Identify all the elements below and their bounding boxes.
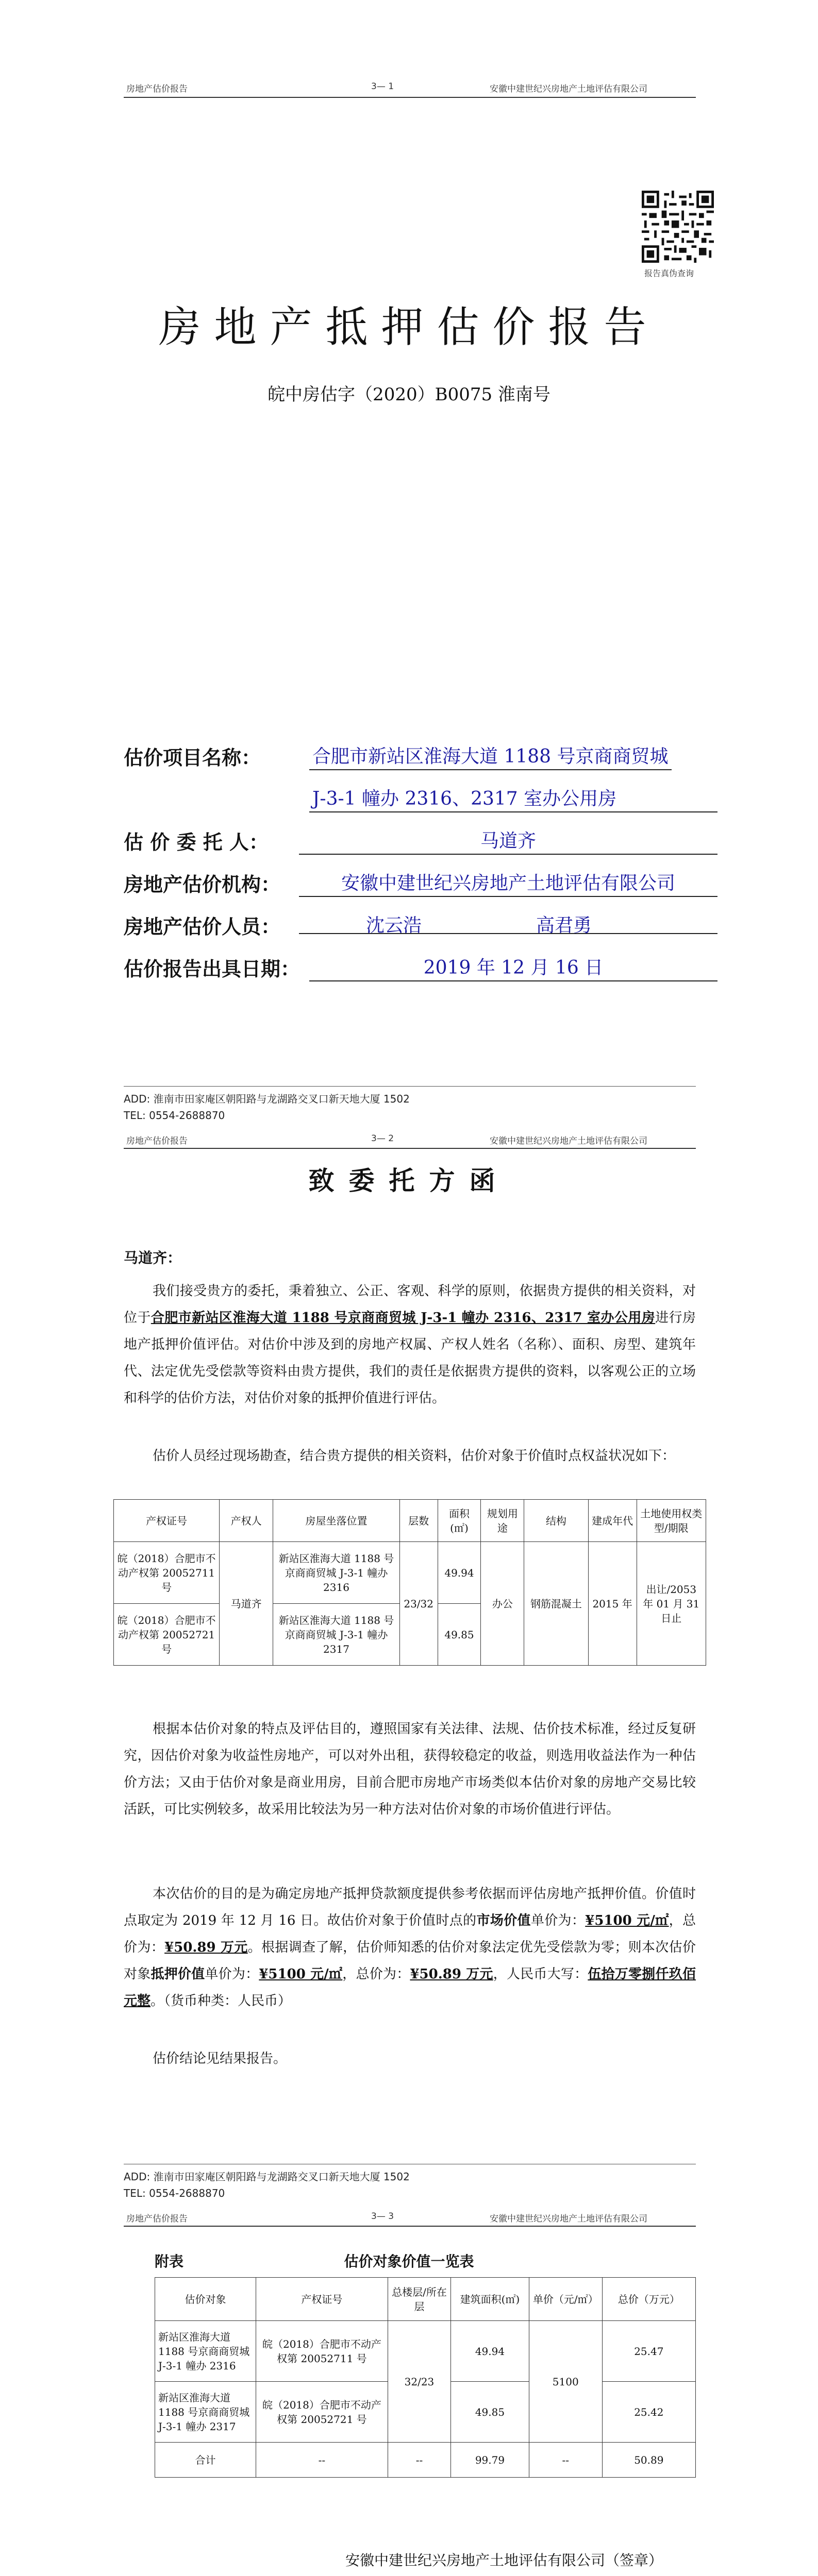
cell-total: 25.47 bbox=[602, 2321, 695, 2382]
th-cert: 产权证号 bbox=[114, 1500, 220, 1542]
field-value-agency: 安徽中建世纪兴房地产土地评估有限公司 bbox=[299, 869, 717, 897]
p4-market-total: ¥50.89 万元 bbox=[164, 1940, 248, 1955]
report-number: 皖中房估字（2020）B0075 淮南号 bbox=[268, 384, 550, 405]
field-label-date: 估价报告出具日期： bbox=[124, 957, 301, 980]
field-label-client: 估 价 委 托 人： bbox=[124, 831, 269, 854]
th-owner: 产权人 bbox=[220, 1500, 273, 1542]
report-title: 房地产抵押估价报告 bbox=[158, 303, 660, 352]
cell-cert: 皖（2018）合肥市不动产权第 20052721 号 bbox=[256, 2382, 388, 2443]
letter-title: 致委托方函 bbox=[308, 1165, 510, 1196]
footer-address: ADD: 淮南市田家庵区朝阳路与龙湖路交叉口新天地大厦 1502 bbox=[124, 1093, 410, 1105]
p4-amount-in-words: 伍拾万零捌仟玖佰元整 bbox=[124, 1967, 696, 2009]
qr-code-icon bbox=[642, 191, 714, 263]
p4-k: ，总价为： bbox=[342, 1967, 410, 1982]
cell-object: 新站区淮海大道 1188 号京商商贸城 J-3-1 幢办 2316 bbox=[155, 2321, 256, 2382]
p4-e: ，总价为： bbox=[124, 1913, 696, 1955]
letter-paragraph-5: 估价结论见结果报告。 bbox=[153, 2051, 287, 2066]
cell-land: 出让/2053 年 01 月 31 日止 bbox=[637, 1542, 706, 1666]
page-number: 3— 1 bbox=[371, 81, 394, 92]
cell-unit-price: 5100 bbox=[529, 2321, 602, 2443]
th-floors: 总楼层/所在层 bbox=[388, 2278, 450, 2321]
page-header-right: 安徽中建世纪兴房地产土地评估有限公司 bbox=[490, 84, 647, 94]
page-header-right: 安徽中建世纪兴房地产土地评估有限公司 bbox=[490, 1136, 647, 1146]
p4-g: 。根据调查了解，估价师知悉的估价对象法定优先受偿款为零；则本次估价对象 bbox=[124, 1940, 696, 1982]
cell-year: 2015 年 bbox=[588, 1542, 637, 1666]
page-number: 3— 2 bbox=[371, 1133, 394, 1144]
appraiser-2: 高君勇 bbox=[536, 915, 592, 936]
table-row bbox=[155, 2321, 696, 2382]
field-label-project: 估价项目名称： bbox=[124, 746, 261, 769]
header-rule bbox=[124, 2226, 696, 2227]
cell-sum-label: 合计 bbox=[155, 2443, 256, 2478]
cell-sum-c5: -- bbox=[529, 2443, 602, 2478]
cell-floors: 32/23 bbox=[388, 2321, 450, 2443]
th-structure: 结构 bbox=[524, 1500, 588, 1542]
cell-cert: 皖（2018）合肥市不动产权第 20052711 号 bbox=[256, 2321, 388, 2382]
cell-use: 办公 bbox=[481, 1542, 524, 1666]
cell-floors: 23/32 bbox=[399, 1542, 438, 1666]
appendix-label: 附表 bbox=[155, 2253, 184, 2270]
p4-mortgage-value-label: 抵押价值 bbox=[151, 1967, 205, 1982]
header-rule bbox=[124, 1148, 696, 1149]
cell-cert: 皖（2018）合肥市不动产权第 20052711 号 bbox=[114, 1542, 220, 1604]
page-number: 3— 3 bbox=[371, 2211, 394, 2222]
cell-location: 新站区淮海大道 1188 号京商商贸城 J-3-1 幢办 2317 bbox=[273, 1604, 400, 1666]
field-value-project-line1: 合肥市新站区淮海大道 1188 号京商商贸城 bbox=[309, 742, 672, 770]
th-object: 估价对象 bbox=[155, 2278, 256, 2321]
letter-paragraph-3: 根据本估价对象的特点及评估目的，遵照国家有关法律、法规、估价技术标准，经过反复研究，因估价对象为收益性房地产，可以对外出租，获得较稳定的收益，则选用收益法作为一种估价方法；又由于估价对象是商业用房，目前合肥市房地产市场类似本估价对象的房地产交易比较活跃，可比实例较多，故采用比较法为另一种方法对估价对象的市场价值进行评估。 bbox=[124, 1721, 696, 1817]
p4-mortgage-unit-price: ¥5100 元/㎡ bbox=[259, 1967, 343, 1982]
th-unit-price: 单价（元/㎡） bbox=[529, 2278, 602, 2321]
field-value-date: 2019 年 12 月 16 日 bbox=[309, 953, 717, 981]
p4-c: 单价为： bbox=[530, 1913, 586, 1928]
letter-paragraph-4 bbox=[124, 1880, 696, 2014]
value-table bbox=[155, 2277, 696, 2478]
page-header-left: 房地产估价报告 bbox=[126, 84, 188, 94]
letter-salutation: 马道齐： bbox=[124, 1249, 182, 1266]
page-header-left: 房地产估价报告 bbox=[126, 1136, 188, 1146]
cell-sum-c2: -- bbox=[256, 2443, 388, 2478]
p4-a: 本次估价的目的是为确定房地产抵押贷款额度提供参考依据而评估房地产抵押价值。价值时点取定为 2019 年 12 月 16 日。故估价对象于价值时点的 bbox=[124, 1886, 696, 1928]
letter-paragraph-1 bbox=[124, 1278, 696, 1412]
cell-total: 25.42 bbox=[602, 2382, 695, 2443]
header-rule bbox=[124, 97, 696, 98]
cell-owner: 马道齐 bbox=[220, 1542, 273, 1666]
footer-rule-1 bbox=[124, 1086, 696, 1087]
cell-structure: 钢筋混凝土 bbox=[524, 1542, 588, 1666]
p4-o: 。（货币种类：人民币） bbox=[151, 1993, 292, 2009]
cell-area: 49.85 bbox=[438, 1604, 481, 1666]
th-cert: 产权证号 bbox=[256, 2278, 388, 2321]
p4-market-value-label: 市场价值 bbox=[476, 1913, 531, 1928]
table-row bbox=[114, 1542, 706, 1604]
cell-sum-c3: -- bbox=[388, 2443, 450, 2478]
signature-company: 安徽中建世纪兴房地产土地评估有限公司（签章） bbox=[345, 2552, 663, 2569]
qr-caption: 报告真伪查询 bbox=[644, 268, 694, 278]
th-area: 面积(㎡) bbox=[438, 1500, 481, 1542]
page-header-right: 安徽中建世纪兴房地产土地评估有限公司 bbox=[490, 2214, 647, 2224]
th-floors: 层数 bbox=[399, 1500, 438, 1542]
p4-i: 单价为： bbox=[205, 1967, 259, 1982]
field-value-project-line2: J-3-1 幢办 2316、2317 室办公用房 bbox=[309, 784, 717, 812]
cell-sum-area: 99.79 bbox=[451, 2443, 529, 2478]
cell-location: 新站区淮海大道 1188 号京商商贸城 J-3-1 幢办 2316 bbox=[273, 1542, 400, 1604]
th-year: 建成年代 bbox=[588, 1500, 637, 1542]
cell-area: 49.94 bbox=[451, 2321, 529, 2382]
th-location: 房屋坐落位置 bbox=[273, 1500, 400, 1542]
p1-property-address: 合肥市新站区淮海大道 1188 号京商商贸城 J-3-1 幢办 2316、2317 室办公用房 bbox=[151, 1310, 656, 1326]
th-land: 土地使用权类型/期限 bbox=[637, 1500, 706, 1542]
p1-text-c: 进行房地产抵押价值评估。对估价中涉及到的房地产权属、产权人姓名（名称）、面积、房型、建筑年代、法定优先受偿款等资料由贵方提供，我们的责任是依据贵方提供的资料，以客观公正的立场和科学的估价方法，对估价对象的抵押价值进行评估。 bbox=[124, 1310, 696, 1406]
th-total: 总价（万元） bbox=[602, 2278, 695, 2321]
appraiser-1: 沈云浩 bbox=[366, 915, 422, 936]
field-label-agency: 房地产估价机构： bbox=[124, 873, 281, 896]
appendix-title: 估价对象价值一览表 bbox=[344, 2253, 474, 2270]
field-value-appraisers-line bbox=[299, 911, 717, 934]
cell-object: 新站区淮海大道 1188 号京商商贸城 J-3-1 幢办 2317 bbox=[155, 2382, 256, 2443]
p1-text-a: 我们接受贵方的委托，秉着独立、公正、客观、科学的原则，依据贵方提供的相关资料，对位于 bbox=[124, 1283, 696, 1326]
cell-sum-total: 50.89 bbox=[602, 2443, 695, 2478]
cell-area: 49.85 bbox=[451, 2382, 529, 2443]
p4-mortgage-total: ¥50.89 万元 bbox=[410, 1967, 493, 1982]
th-area: 建筑面积(㎡) bbox=[451, 2278, 529, 2321]
cell-area: 49.94 bbox=[438, 1542, 481, 1604]
page-header-left: 房地产估价报告 bbox=[126, 2214, 188, 2224]
field-label-appraisers: 房地产估价人员： bbox=[124, 915, 281, 938]
table-row-sum bbox=[155, 2443, 696, 2478]
footer-address: ADD: 淮南市田家庵区朝阳路与龙湖路交叉口新天地大厦 1502 bbox=[124, 2171, 410, 2183]
footer-tel: TEL: 0554-2688870 bbox=[124, 2187, 225, 2199]
th-use: 规划用途 bbox=[481, 1500, 524, 1542]
rights-table bbox=[113, 1499, 706, 1666]
p4-market-unit-price: ¥5100 元/㎡ bbox=[585, 1913, 669, 1928]
p4-m: ，人民币大写： bbox=[493, 1967, 588, 1982]
letter-paragraph-2: 估价人员经过现场勘查，结合贵方提供的相关资料，估价对象于价值时点权益状况如下： bbox=[153, 1448, 676, 1464]
field-value-client: 马道齐 bbox=[299, 826, 717, 855]
footer-tel: TEL: 0554-2688870 bbox=[124, 1109, 225, 1122]
cell-cert: 皖（2018）合肥市不动产权第 20052721 号 bbox=[114, 1604, 220, 1666]
qr-code bbox=[642, 191, 714, 265]
